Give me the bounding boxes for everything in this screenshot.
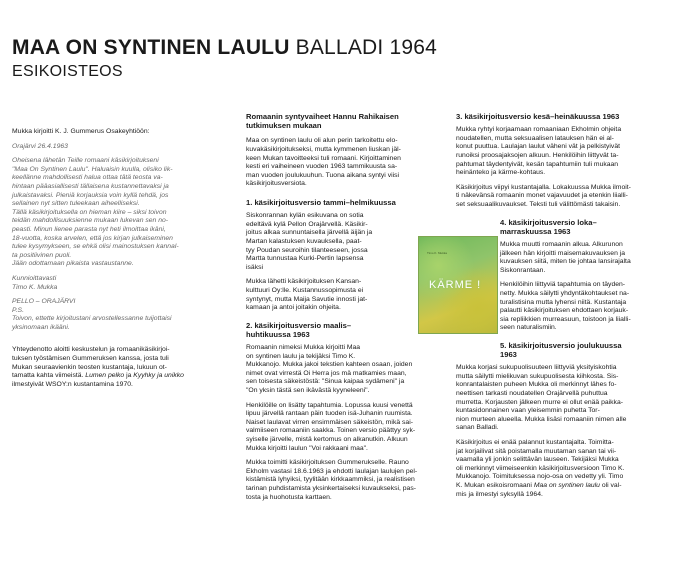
line: edeltävä kylä Pellon Orajärvellä. Käsikir- bbox=[246, 220, 368, 228]
line: kuntasidonnainen vaan yleisemmin puhetta Tor- bbox=[456, 407, 600, 415]
letter-line: tulee kysymykseen, se ehkä olisi mainostuksen kannal- bbox=[12, 243, 179, 251]
line: kuvauksen siitä, miten tie johtaa lansirajalta bbox=[500, 258, 631, 266]
line: Mukka lähetti käsikirjoituksen Kansan- bbox=[246, 278, 362, 286]
line: Siskonrannan kylän esikuvana on sotia bbox=[246, 212, 364, 220]
line: nimet ovat virrestä Oi Herra jos mä matkamies maan, bbox=[246, 369, 407, 377]
line: Mukka kirjoitti laulun "Voi rakkaani maa". bbox=[246, 444, 368, 452]
line: Käsikirjoitus viipyi kustantajalla. Lokakuussa Mukka ilmoit- bbox=[456, 183, 631, 191]
heading-line: marraskuussa 1963 bbox=[500, 226, 571, 236]
line: jälkeen hän kirjoitti maisemakuvauksen ja bbox=[500, 249, 626, 257]
letter-body bbox=[12, 157, 234, 269]
line: Käsikirjoitus ei enää palannut kustantajalta. Toimitta- bbox=[456, 439, 614, 447]
title-main: MAA ON SYNTINEN LAULU bbox=[12, 36, 290, 59]
line: valmiiseen romaaniin saakka. Toinen versio päättyy syk- bbox=[246, 427, 416, 435]
paragraph bbox=[456, 126, 666, 178]
line: tosta ja huohotusta karttaen. bbox=[246, 493, 332, 501]
letter-line: "Maa On Syntinen Laulu". Haluaisin kuulla, olisiko lik- bbox=[12, 165, 173, 173]
letter-date: Orajärvi 26.4.1963 bbox=[12, 142, 68, 150]
line: "On yksin tästä sen ikävästä kyyneleeni". bbox=[246, 387, 370, 395]
line: Ekholm vastasi 18.6.1963 ja ehdotti laulajan laulujen pel- bbox=[246, 467, 418, 475]
line: Mukka ryhtyi korjaamaan romaaniaan Ekholmin ohjeita bbox=[456, 126, 622, 134]
heading-line: 1963 bbox=[500, 350, 517, 360]
bottom-paragraph bbox=[12, 346, 234, 389]
letter-line: Oheisena lähetän Teille romaani käsikirjoitukseni bbox=[12, 157, 159, 165]
line: sanan Balladi. bbox=[456, 424, 499, 432]
paragraph bbox=[500, 241, 666, 275]
line: netty. Mukka säilytti yhdyntäkohtaukset na- bbox=[500, 289, 630, 297]
line: set seksuaalikuvaukset. Teksti tuli välittömästi takaisin. bbox=[456, 200, 621, 208]
paragraph bbox=[456, 364, 666, 433]
letter-line: julkaistavaksi. Pieniä korjauksia voin kyllä tehdä, jos bbox=[12, 191, 169, 199]
line: konut puuttua. Laulajan laulut väheni vät ja pelkistyivät bbox=[456, 143, 620, 151]
line: seen naturalismiin. bbox=[500, 324, 557, 332]
section-heading-5 bbox=[500, 341, 666, 359]
paragraph bbox=[456, 184, 666, 210]
heading-line: Romaanin syntyvaiheet Hannu Rahikaisen bbox=[246, 112, 399, 121]
bottom-line-last bbox=[12, 372, 234, 381]
italic-title: Lumen pelko bbox=[85, 372, 125, 380]
line: sia repliikkien murreasuun, toistoon ja liialli- bbox=[500, 315, 631, 323]
line: Mukkanojo. Toimituksessa nojo-osa on vedetty yli. Timo bbox=[456, 473, 624, 481]
line: Martan kalastuksen kuvauksella, paat- bbox=[246, 237, 362, 245]
line: sen toisesta säkeistöstä: "Sinua kaipaa sydämeni" ja bbox=[246, 378, 405, 386]
line: mutta säilytti mielikuvan sukupuolisesta kiihkosta. Sis- bbox=[456, 372, 619, 380]
bottom-line: Mukan seuraavienkin teosten kustantaja, lukuun ot- bbox=[12, 363, 167, 371]
section-heading-3: 3. käsikirjoitusversio kesä–heinäkuussa 1963 bbox=[456, 112, 620, 121]
heading-line: 5. käsikirjoitusversio joulukuussa bbox=[500, 340, 622, 350]
line: Mukka korjasi sukupuolisuuteen liittyviä yksityiskohtia bbox=[456, 364, 617, 372]
line: mis ja ilmestyi syksyllä 1964. bbox=[456, 490, 543, 498]
cover-author: Timo K. Mukka bbox=[427, 251, 447, 255]
bottom-line: ilmestyivät WSOY:n kustantamina 1970. bbox=[12, 380, 133, 388]
line: kuvakäsikirjoitukseksi, mutta kymmenen liuskan jäl- bbox=[246, 146, 401, 153]
text-run: K. Mukan esikoisromaani bbox=[456, 482, 532, 490]
line: heinänteko ja kärme-kohtaus. bbox=[456, 169, 546, 177]
section-heading-main bbox=[246, 112, 448, 130]
bottom-line: Yhteydenotto aloitti keskustelun ja romaanikäsikirjoi- bbox=[12, 346, 170, 354]
letter-line: Jään odottamaan pikaista vastaustanne. bbox=[12, 260, 134, 268]
section-heading-4 bbox=[500, 218, 666, 236]
line: lipuu järvellä rantaan päin tuoden isä-Juhanin ruumista. bbox=[246, 410, 413, 418]
paragraph bbox=[246, 402, 448, 454]
line: tarinan puhdistamista yksinkertaiseksi kuvaukseksi, pas- bbox=[246, 485, 416, 493]
letter-line: ta positiivinen puoli. bbox=[12, 251, 72, 259]
line: tyy Poudan seuroihin tilanteeseen, jossa bbox=[246, 246, 368, 254]
letter-line: 18-vuotta, koska arvelen, että jos kirjan julkaiseminen bbox=[12, 234, 173, 242]
ps-line: yksinomaan ikääni. bbox=[12, 323, 70, 331]
line: Mukka toimitti käsikirjoituksen Gummerukselle. Rauno bbox=[246, 459, 409, 467]
indented-block bbox=[500, 218, 666, 360]
line: on syntinen laulu ja tekijäksi Timo K. bbox=[246, 352, 356, 360]
line: kistämistä lyhyiksi, tyylitään kirkkaammiksi, ja realistisen bbox=[246, 476, 415, 484]
line: Henkilöihin liittyviä tapahtumia on täyden- bbox=[500, 281, 626, 289]
ps-line: P.S. bbox=[12, 306, 24, 314]
letter-postscript bbox=[12, 298, 234, 332]
line: Maa on syntinen laulu oli alun perin tarkoitettu elo- bbox=[246, 137, 398, 145]
line: ti näkevänsä romaanin monet vajavuudet ja etenkin liialli- bbox=[456, 192, 628, 200]
line: turalistisina mutta lyhensi niitä. Kustantaja bbox=[500, 298, 627, 306]
line: noudatellen, mutta seksuaalisen latauksen hän ei al- bbox=[456, 134, 614, 142]
page-subtitle: ESIKOISTEOS bbox=[12, 63, 123, 80]
line: jat korjailivat sitä poistamalla muutaman sanan tai vii- bbox=[456, 447, 617, 455]
intro-text: Mukka kirjoitti K. J. Gummerus Osakeyhtiöön: bbox=[12, 128, 150, 135]
paragraph bbox=[246, 459, 448, 502]
line: palautti käsikirjoituksen ehdottaen korjauk- bbox=[500, 307, 629, 315]
column-right bbox=[456, 112, 666, 505]
letter-line: keellänne mahdollisesti halua ottaa tätä teosta va- bbox=[12, 174, 163, 182]
line: Martta tunnustaa Kurki-Pertin lapsensa bbox=[246, 255, 364, 263]
line: Romaanin nimeksi Mukka kirjoitti Maa bbox=[246, 344, 361, 352]
line: murretta. Korjausten jälkeen murre ei ollut enää paikka- bbox=[456, 398, 623, 406]
line: vaamalla yli jonkin selittävän lauseen. Tekijäksi Mukka bbox=[456, 456, 619, 464]
letter-closing bbox=[12, 275, 234, 292]
line: joitus alkaa sunnuntaisella järvellä äijän ja bbox=[246, 229, 373, 237]
line: kulttuuri Oy:lle. Kustannussopimusta ei bbox=[246, 286, 364, 294]
letter-line: Tällä käsikirjoituksella on hieman kiire – siksi toivon bbox=[12, 208, 167, 216]
paragraph bbox=[500, 281, 666, 333]
line: Mukka muutti romaanin alkua. Alkurunon bbox=[500, 240, 623, 248]
closing-line: Kunnioittavasti bbox=[12, 274, 57, 282]
text-run: oli val- bbox=[601, 482, 622, 490]
text-run: ja bbox=[126, 372, 132, 380]
closing-line: Timo K. Mukka bbox=[12, 283, 58, 291]
text-run: tamatta kahta viimeistä. bbox=[12, 372, 84, 380]
line: Siskonrantaan. bbox=[500, 266, 546, 274]
page-title bbox=[12, 36, 437, 60]
line-mixed bbox=[456, 482, 666, 491]
heading-line: tutkimuksen mukaan bbox=[246, 121, 322, 131]
line: neettisen tarkasti noudatellen Orajärvellä puhuttua bbox=[456, 390, 608, 398]
line: nion murteen alueella. Mukka lisäsi romaaniin nimen alle bbox=[456, 415, 627, 423]
line: man vuoden joulukuuhun. Tuona aikana syntyi viisi bbox=[246, 171, 400, 179]
line: pahtumat täydentyivät, kesän tapahtumiin tuli mukaan bbox=[456, 160, 619, 168]
letter-line: sellainen nyt sitten tuleekaan aiheelliseksi. bbox=[12, 200, 140, 208]
line: kamaan ja antoi joitakin ohjeita. bbox=[246, 304, 341, 312]
paragraph bbox=[246, 344, 448, 396]
heading-line: huhtikuussa 1963 bbox=[246, 329, 310, 339]
ps-line: PELLO – ORAJÄRVI bbox=[12, 298, 76, 306]
italic-title: Kyyhky ja unikko bbox=[133, 372, 184, 380]
line: runoiksi proosajaksojen alkuun. Henkilöihin liittyvät ta- bbox=[456, 151, 619, 159]
line: oli merkinnyt viimeiseenkin käsikirjoitusversioon Timo K. bbox=[456, 464, 625, 472]
ps-line: Toivon, ettette kirjoitustani arvostellessanne tuijottaisi bbox=[12, 315, 172, 323]
line: syntynyt, mutta Maija Savutie innosti jat- bbox=[246, 295, 368, 303]
line: Naiset laulavat virren ensimmäisen säkeistön, mikä sai- bbox=[246, 418, 413, 426]
letter-line: teidän mahdollisuuksienne mukaan lukevan sen no- bbox=[12, 217, 169, 225]
cover-title: KÄRME ! bbox=[429, 279, 482, 291]
italic-title: Maa on syntinen laulu bbox=[533, 482, 600, 490]
letter-line: peasti. Minun lienee parasta nyt heti ilmoittaa ikäni, bbox=[12, 225, 166, 233]
line: kesti eri vaiheineen vuoden 1963 tammikuusta sa- bbox=[246, 163, 398, 171]
column-left bbox=[12, 128, 234, 395]
title-block bbox=[12, 36, 437, 82]
heading-line: 4. käsikirjoitusversio loka– bbox=[500, 217, 597, 227]
line: Mukkanojo. Mukka jakoi tekstien kahteen osaan, joiden bbox=[246, 361, 413, 369]
heading-line: 2. käsikirjoitusversio maalis– bbox=[246, 320, 352, 330]
line: käsikirjoitusversiota. bbox=[246, 180, 307, 188]
section-heading-1: 1. käsikirjoitusversio tammi–helmikuussa bbox=[246, 197, 396, 207]
letter-line: hintaan pääasiallisesti tällaisena kustannettavaksi ja bbox=[12, 182, 169, 190]
line: konrantalaisten puheen Mukka oli merkinnyt lähes fo- bbox=[456, 381, 617, 389]
line: keen Mukan tavoitteeksi tuli romaani. Kirjoittaminen bbox=[246, 154, 401, 162]
line: syiselle järvelle, mistä kertomus on alkanutkin. Alkuun bbox=[246, 436, 408, 444]
line: Henkilöille on lisätty tapahtumia. Lopussa kuusi venettä bbox=[246, 401, 413, 409]
paragraph bbox=[246, 137, 448, 189]
title-sub: BALLADI 1964 bbox=[295, 36, 437, 59]
line: isäksi bbox=[246, 263, 263, 271]
paragraph bbox=[456, 439, 666, 499]
bottom-line: tuksen työstämisen Gummeruksen kanssa, josta tuli bbox=[12, 355, 169, 363]
